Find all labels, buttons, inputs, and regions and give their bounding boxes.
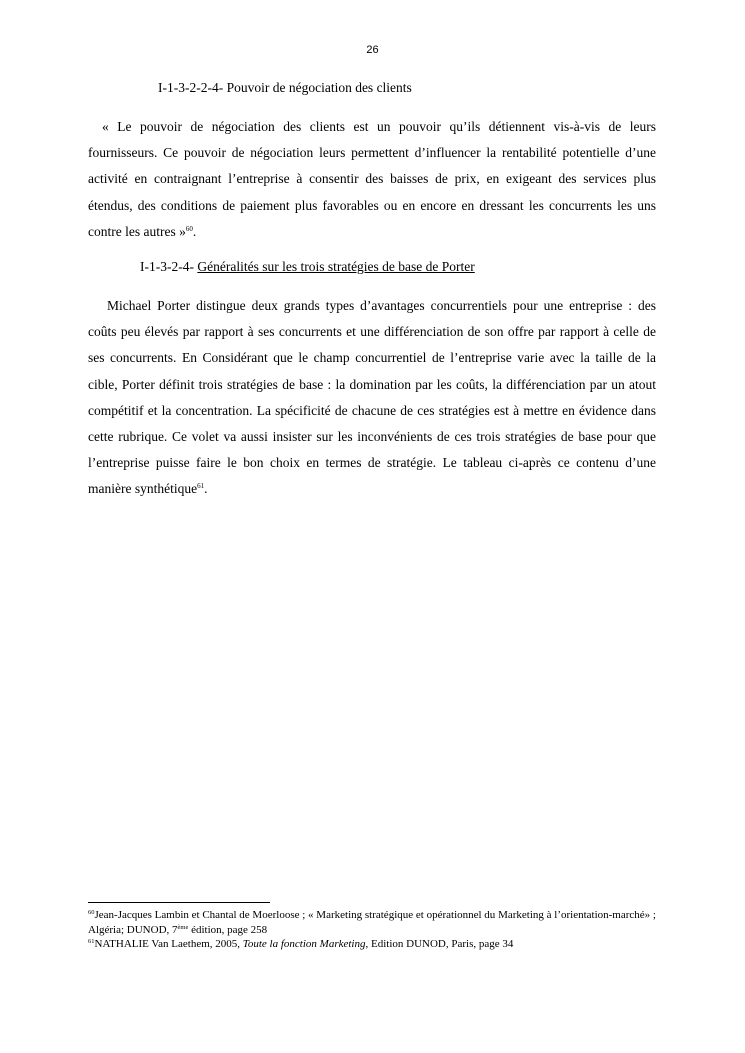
- footnote-number: 60: [88, 909, 95, 916]
- footnote-text-end: édition, page 258: [188, 923, 268, 936]
- footnote-reference-61[interactable]: 61: [197, 482, 205, 491]
- footnote-number: 61: [88, 938, 95, 945]
- section-heading-porter-strategies: [140, 259, 475, 275]
- heading-number: I-1-3-2-4-: [140, 259, 198, 274]
- footnote-60: [88, 908, 656, 937]
- section-heading-client-bargaining-power: I-1-3-2-2-4- Pouvoir de négociation des clients: [158, 80, 412, 95]
- paragraph-text: « Le pouvoir de négociation des clients est un pouvoir qu’ils détiennent vis-à-vis de leurs fournisseurs. Ce pouvoir de négociation leurs permettent d’influencer la rentabilité potentielle d’une activité en contraignant l’entreprise à consentir des baisses de prix, en exigeant des services plus étendus, des conditions de paiement plus favorables ou en encore en dressant les concurrents les uns contre les autres »: [88, 119, 656, 239]
- footnote-text: Jean-Jacques Lambin et Chantal de Moerloose ; « Marketing stratégique et opérationnel du Marketing à l’orientation-marché» ; Algéria; DUNOD, 7: [88, 909, 656, 936]
- paragraph-end: .: [204, 481, 208, 497]
- paragraph-client-bargaining-power: [88, 114, 656, 245]
- footnote-text: NATHALIE Van Laethem, 2005,: [94, 938, 243, 950]
- heading-title: Généralités sur les trois stratégies de base de Porter: [197, 259, 475, 274]
- page-number: 26: [366, 44, 379, 56]
- footnote-text-end: , Edition DUNOD, Paris, page 34: [365, 938, 514, 950]
- paragraph-porter-strategies: [88, 293, 656, 503]
- footnote-separator: [88, 902, 270, 903]
- footnote-61: [88, 937, 656, 952]
- footnotes: [88, 908, 656, 952]
- paragraph-end: .: [192, 223, 197, 239]
- footnote-superscript: ème: [177, 923, 189, 931]
- paragraph-text: Michael Porter distingue deux grands types d’avantages concurrentiels pour une entreprise : des coûts peu élevés par rapport à ses concurrents et une différenciation de son offre par rapport à celle de ses concurrents. En Considérant que le champ concurrentiel de l’entreprise varie avec la taille de la cible, Porter définit trois stratégies de base : la domination par les coûts, la différenciation par un atout compétitif et la concentration. La spécificité de chacune de ces stratégies est à mettre en évidence dans cette rubrique. Ce volet va aussi insister sur les inconvénients de ces trois stratégies de base pour que l’entreprise puisse faire le bon choix en termes de stratégie. Le tableau ci-après ce contenu d’une manière synthétique: [88, 298, 656, 497]
- footnote-reference-60[interactable]: 60: [185, 224, 193, 233]
- footnote-book-title: Toute la fonction Marketing: [242, 938, 366, 950]
